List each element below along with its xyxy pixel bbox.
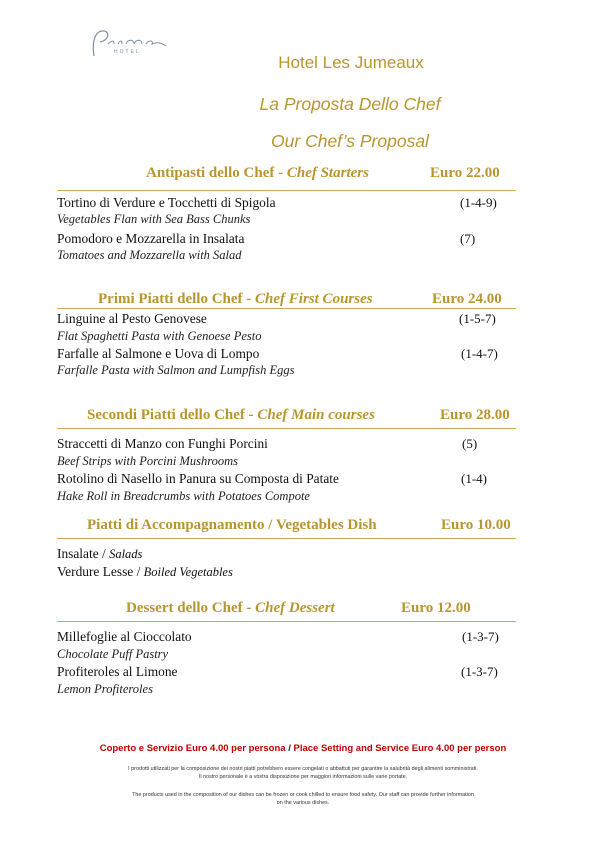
logo-subtext: HOTEL [114, 49, 141, 55]
section-title-dessert: Dessert dello Chef - Chef Dessert [126, 600, 335, 616]
section-price-vegetables: Euro 10.00 [441, 517, 511, 533]
section-divider [57, 428, 516, 429]
menu-item-name: Verdure Lesse / Boiled Vegetables [57, 564, 233, 579]
menu-item-name: Pomodoro e Mozzarella in Insalata [57, 231, 245, 246]
allergen-code: (1-3-7) [462, 629, 499, 644]
hotel-name: Hotel Les Jumeaux [278, 53, 424, 72]
food-safety-note-english: The products used in the composition of our dishes can be frozen or cook chilled to ensure food safety. Our staff can provide further information on the various dishes. [132, 792, 474, 806]
menu-item-description: Hake Roll in Breadcrumbs with Potatoes Compote [57, 489, 310, 503]
menu-item-description: Vegetables Flan with Sea Bass Chunks [57, 212, 251, 226]
menu-item-name: Straccetti di Manzo con Funghi Porcini [57, 436, 268, 451]
subtitle-italian: La Proposta Dello Chef [259, 94, 441, 114]
section-title-main-courses: Secondi Piatti dello Chef - Chef Main courses [87, 407, 375, 423]
section-divider [57, 538, 516, 539]
menu-item-description: Beef Strips with Porcini Mushrooms [57, 454, 239, 468]
menu-item-name: Linguine al Pesto Genovese [57, 311, 207, 326]
cover-charge-note: Coperto e Servizio Euro 4.00 per persona / Place Setting and Service Euro 4.00 per person [99, 743, 507, 754]
menu-item-description: Chocolate Puff Pastry [57, 647, 169, 661]
section-price-main-courses: Euro 28.00 [440, 407, 510, 423]
section-price-starters: Euro 22.00 [430, 165, 500, 181]
menu-item-name: Profiteroles al Limone [57, 664, 178, 679]
menu-item-name: Farfalle al Salmone e Uova di Lompo [57, 346, 260, 361]
section-title-first-courses: Primi Piatti dello Chef - Chef First Courses [98, 291, 373, 307]
menu-item-description: Lemon Profiteroles [57, 682, 153, 696]
menu-item-description: Farfalle Pasta with Salmon and Lumpfish Eggs [57, 363, 295, 377]
allergen-code: (1-4-7) [461, 346, 498, 361]
subtitle-english: Our Chef’s Proposal [271, 131, 429, 151]
allergen-code: (5) [462, 436, 478, 451]
food-safety-note-italian: I prodotti utilizzati per la composizione dei nostri piatti potrebbero essere congelati o abbattuti per garantire la salubrità degli alimenti somministrati. Il nostro personale è a vostra disposizione per maggiori informazioni sulle varie portate. [128, 766, 478, 780]
section-price-dessert: Euro 12.00 [401, 600, 471, 616]
menu-item-name: Insalate / Salads [57, 546, 143, 561]
allergen-code: (1-4-9) [460, 195, 497, 210]
section-divider [57, 190, 516, 191]
allergen-code: (7) [460, 231, 476, 246]
section-title-vegetables: Piatti di Accompagnamento / Vegetables Dish [87, 517, 377, 533]
menu-item-description: Tomatoes and Mozzarella with Salad [57, 248, 242, 262]
allergen-code: (1-3-7) [461, 664, 498, 679]
menu-item-name: Millefoglie al Cioccolato [57, 629, 192, 644]
section-divider [57, 308, 516, 309]
section-price-first-courses: Euro 24.00 [432, 291, 502, 307]
section-divider [57, 621, 516, 622]
menu-item-name: Tortino di Verdure e Tocchetti di Spigola [57, 195, 276, 210]
allergen-code: (1-5-7) [459, 311, 496, 326]
allergen-code: (1-4) [461, 471, 487, 486]
section-title-starters: Antipasti dello Chef - Chef Starters [146, 165, 369, 181]
menu-item-name: Rotolino di Nasello in Panura su Composta di Patate [57, 471, 339, 486]
menu-item-description: Flat Spaghetti Pasta with Genoese Pesto [57, 329, 262, 343]
